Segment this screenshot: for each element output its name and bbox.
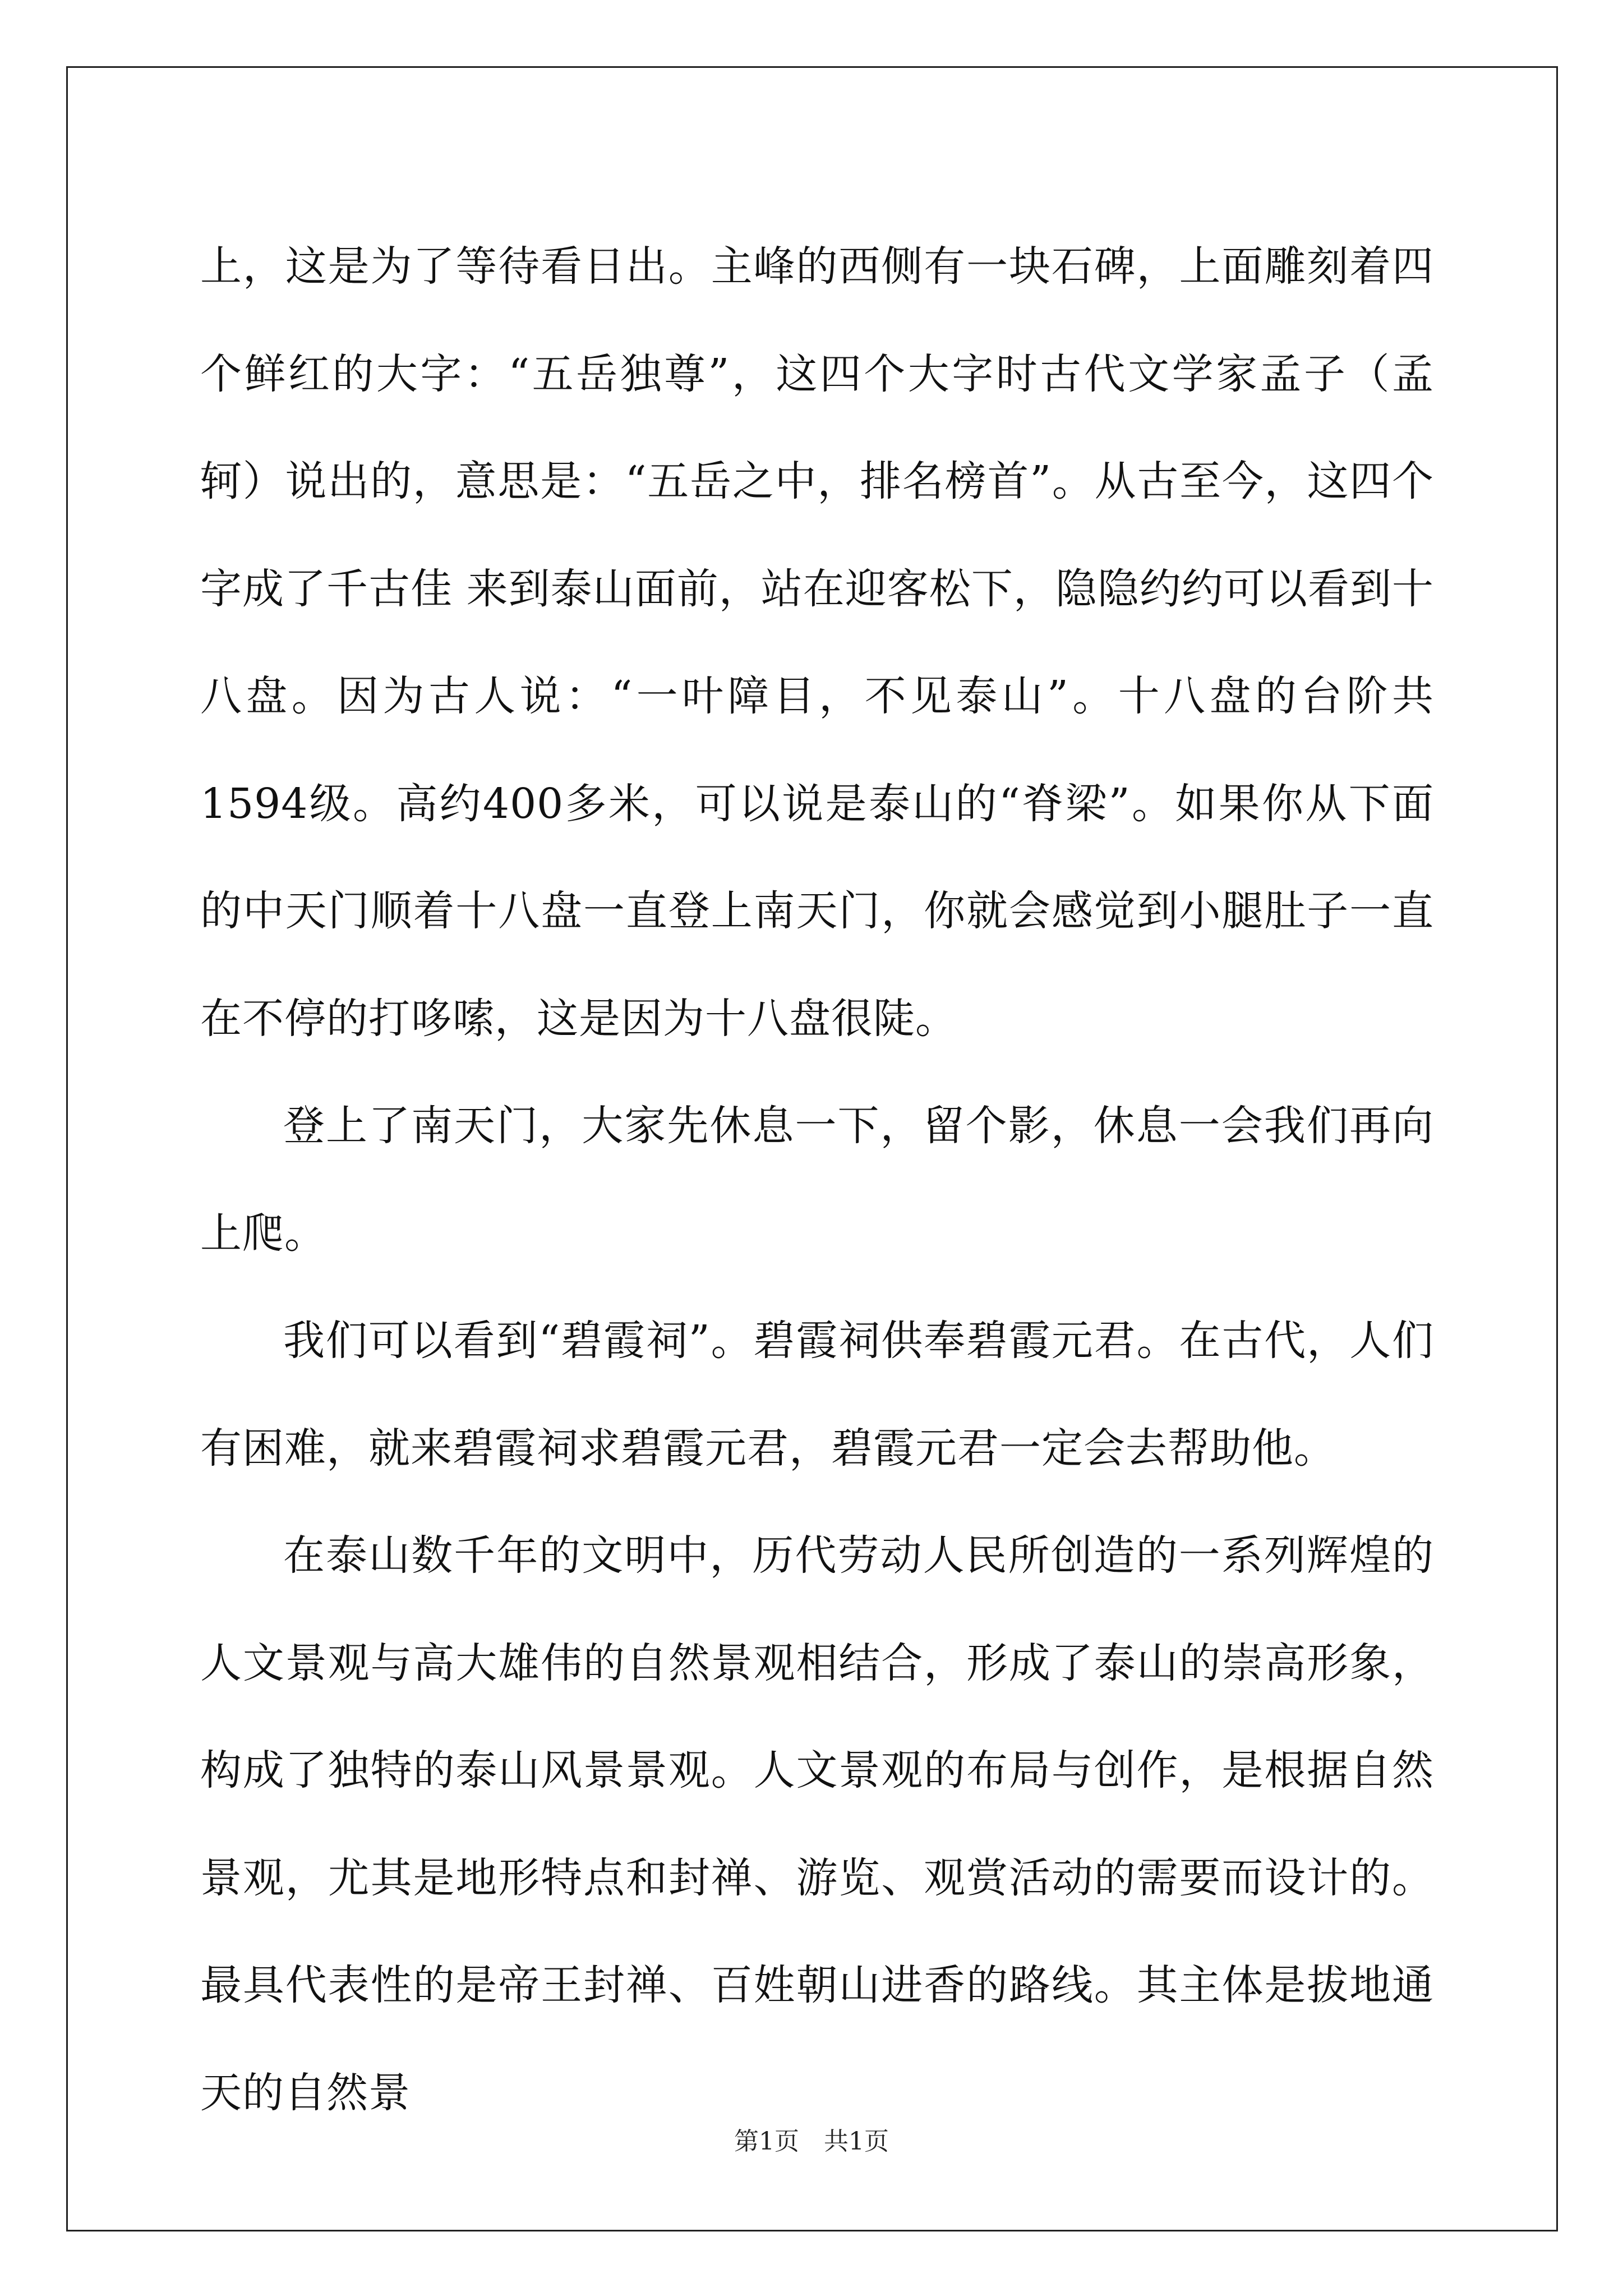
paragraph-4: 在泰山数千年的文明中，历代劳动人民所创造的一系列辉煌的人文景观与高大雄伟的自然景观相结合，形成了泰山的崇高形象，构成了独特的泰山风景景观。人文景观的布局与创作，是根据自然景观，尤其是地形特点和封禅、游览、观赏活动的需要而设计的。最具代表性的是帝王封禅、百姓朝山进香的路线。其主体是拔地通天的自然景: [200, 1531, 1434, 2117]
paragraph-1: 上，这是为了等待看日出。主峰的西侧有一块石碑，上面雕刻着四个鲜红的大字：“五岳独尊”，这四个大字时古代文学家孟子（孟轲）说出的，意思是：“五岳之中，排名榜首”。从古至今，这四个字成了千古佳 来到泰山面前，站在迎客松下，隐隐约约可以看到十八盘。因为古人说：“一叶障目，不见泰山”。十八盘的台阶共1594级。高约400多米，可以说是泰山的“脊梁”。如果你从下面的中天门顺着十八盘一直登上南天门，你就会感觉到小腿肚子一直在不停的打哆嗦，这是因为十八盘很陡。: [200, 242, 1434, 1043]
document-body: [200, 213, 1434, 2147]
paragraph-2: 登上了南天门，大家先休息一下，留个影，休息一会我们再向上爬。: [200, 1102, 1434, 1258]
page-footer: 第1页 共1页: [734, 2127, 889, 2156]
paragraph-3: 我们可以看到“碧霞祠”。碧霞祠供奉碧霞元君。在古代，人们有困难，就来碧霞祠求碧霞元君，碧霞元君一定会去帮助他。: [200, 1317, 1434, 1473]
